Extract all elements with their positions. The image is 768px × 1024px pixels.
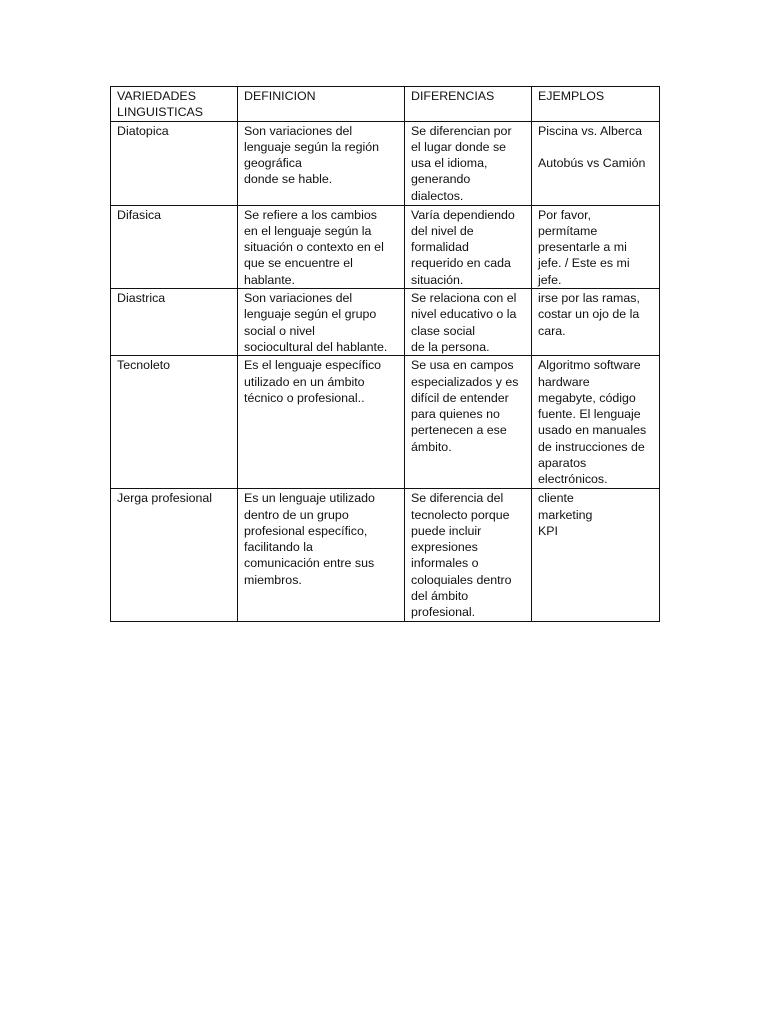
table-row [111,121,660,205]
cell-definicion: Es el lenguaje específico utilizado en un ámbito técnico o profesional.. [238,356,405,489]
cell-diferencias: Se relaciona con el nivel educativo o la clase social de la persona. [405,289,532,356]
cell-diferencias: Varía dependiendo del nivel de formalidad requerido en cada situación. [405,205,532,288]
header-definicion: DEFINICION [238,87,405,122]
cell-ejemplos: Algoritmo software hardware megabyte, código fuente. El lenguaje usado en manuales de instrucciones de aparatos electrónicos. [532,356,660,489]
cell-ejemplos: Por favor, permítame presentarle a mi jefe. / Este es mi jefe. [532,205,660,288]
cell-variedad: Diastrica [111,289,238,356]
cell-variedad: Jerga profesional [111,489,238,621]
cell-definicion: Se refiere a los cambios en el lenguaje según la situación o contexto en el que se encuentre el hablante. [238,205,405,288]
table-row [111,205,660,288]
cell-diferencias: Se diferencian por el lugar donde se usa el idioma, generando dialectos. [405,121,532,205]
cell-definicion: Es un lenguaje utilizado dentro de un grupo profesional específico, facilitando la comunicación entre sus miembros. [238,489,405,621]
table-row [111,356,660,489]
table-header-row [111,87,660,122]
table-row [111,489,660,621]
cell-ejemplos: irse por las ramas, costar un ojo de la cara. [532,289,660,356]
cell-diferencias: Se diferencia del tecnolecto porque puede incluir expresiones informales o coloquiales dentro del ámbito profesional. [405,489,532,621]
cell-diferencias: Se usa en campos especializados y es difícil de entender para quienes no pertenecen a ese ámbito. [405,356,532,489]
table-row [111,289,660,356]
cell-variedad: Diatopica [111,121,238,205]
header-diferencias: DIFERENCIAS [405,87,532,122]
header-variedades: VARIEDADES LINGUISTICAS [111,87,238,122]
cell-ejemplos: cliente marketing KPI [532,489,660,621]
cell-definicion: Son variaciones del lenguaje según el grupo social o nivel sociocultural del hablante. [238,289,405,356]
header-ejemplos: EJEMPLOS [532,87,660,122]
cell-definicion: Son variaciones del lenguaje según la región geográfica donde se hable. [238,121,405,205]
variedades-linguisticas-table [110,86,660,622]
cell-variedad: Tecnoleto [111,356,238,489]
cell-ejemplos: Piscina vs. Alberca Autobús vs Camión [532,121,660,205]
cell-variedad: Difasica [111,205,238,288]
